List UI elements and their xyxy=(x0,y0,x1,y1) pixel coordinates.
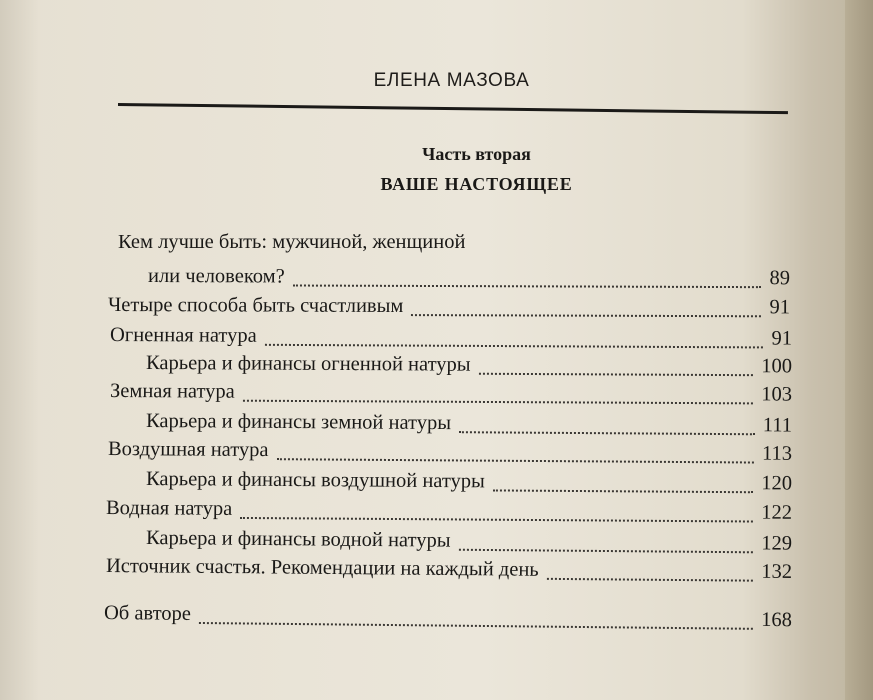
toc-entry xyxy=(118,231,790,257)
toc-entry-page-number: 132 xyxy=(761,560,793,583)
toc-entry-title: Водная натура xyxy=(105,497,233,520)
toc-entry xyxy=(146,468,792,499)
toc-entry-page-number: 91 xyxy=(769,296,791,319)
toc-entry-title: Четыре способа быть счастливым xyxy=(107,294,404,318)
toc-dot-leader xyxy=(493,489,753,493)
toc-entry-title: Источник счастья. Рекомендации на каждый день xyxy=(105,555,539,581)
toc-entry xyxy=(104,602,792,635)
toc-entry-page-number: 103 xyxy=(761,383,793,406)
toc-dot-leader xyxy=(265,344,764,349)
toc-entry xyxy=(148,265,790,293)
toc-entry-title: Кем лучше быть: мужчиной, женщиной xyxy=(118,231,466,253)
toc-entry-title: Воздушная натура xyxy=(107,438,269,462)
toc-entry-page-number: 120 xyxy=(761,472,793,495)
toc-entry xyxy=(146,410,792,441)
toc-dot-leader xyxy=(199,622,753,630)
toc-entry-page-number: 122 xyxy=(761,501,793,524)
toc-entry-title: Карьера и финансы водной натуры xyxy=(145,527,451,552)
toc-entry-page-number: 91 xyxy=(771,327,793,350)
toc-entry xyxy=(108,438,792,469)
toc-entry-page-number: 168 xyxy=(761,608,793,632)
toc-dot-leader xyxy=(479,373,753,376)
toc-entry-title: Карьера и финансы воздушной натуры xyxy=(145,468,485,493)
toc-entry xyxy=(110,380,792,410)
toc-entry xyxy=(110,324,792,354)
toc-entry-title: или человеком? xyxy=(147,265,285,288)
running-head: ЕЛЕНА МАЗОВА xyxy=(373,70,530,91)
toc-entry-title: Карьера и финансы земной натуры xyxy=(145,410,452,435)
header-rule xyxy=(118,103,788,114)
toc-entry xyxy=(146,527,792,559)
part-title: ВАШЕ НАСТОЯЩЕЕ xyxy=(380,174,573,194)
toc-entry xyxy=(108,294,790,322)
toc-entry xyxy=(146,352,792,381)
toc-dot-leader xyxy=(240,517,753,523)
toc-entry-page-number: 129 xyxy=(761,532,793,555)
toc-dot-leader xyxy=(547,578,753,582)
toc-entry-page-number: 113 xyxy=(761,442,793,465)
toc-entry-title: Огненная натура xyxy=(109,324,257,347)
toc-dot-leader xyxy=(411,314,761,317)
toc-dot-leader xyxy=(293,285,762,289)
background-surface xyxy=(845,0,873,700)
toc-entry-page-number: 100 xyxy=(761,355,793,378)
toc-dot-leader xyxy=(459,549,753,554)
spine-shadow xyxy=(0,0,40,700)
toc-dot-leader xyxy=(459,431,754,435)
toc-entry-title: Земная натура xyxy=(109,380,235,403)
toc-entry xyxy=(106,497,792,528)
toc-entry-page-number: 111 xyxy=(762,414,793,437)
toc-dot-leader xyxy=(277,458,754,463)
toc-entry-title: Карьера и финансы огненной натуры xyxy=(145,352,471,376)
toc-entry-title: Об авторе xyxy=(103,602,192,625)
toc-dot-leader xyxy=(243,400,753,405)
part-label: Часть вторая xyxy=(422,144,531,164)
toc-entry-page-number: 89 xyxy=(769,267,791,290)
toc-entry xyxy=(106,555,792,587)
